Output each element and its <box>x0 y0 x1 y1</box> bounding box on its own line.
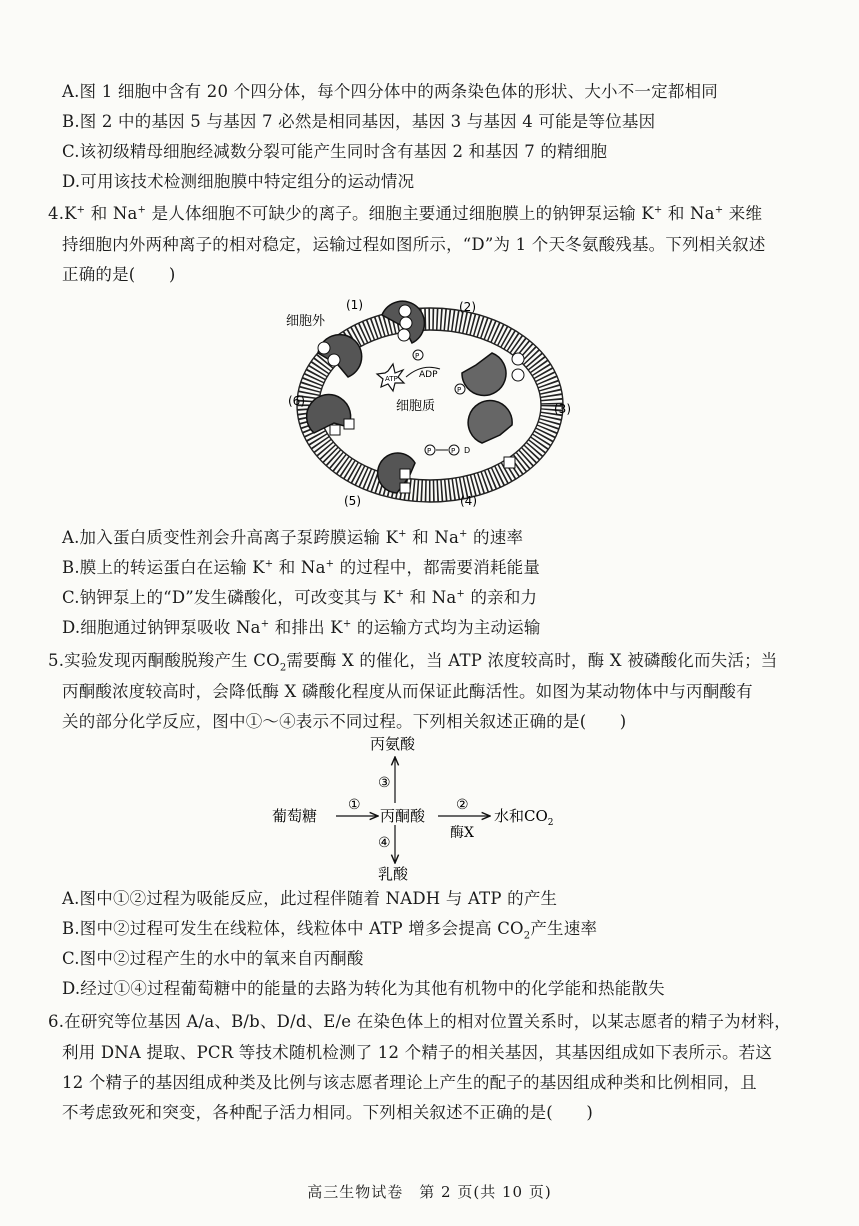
q6-stem-line2: 利用 DNA 提取、PCR 等技术随机检测了 12 个精子的相关基因，其基因组成如下表所示。若这 <box>62 1043 773 1062</box>
q3-option-b: B.图 2 中的基因 5 与基因 7 必然是相同基因，基因 3 与基因 4 可能是等位基因 <box>62 112 656 131</box>
pump-station-5 <box>307 395 354 435</box>
q3-option-a: A.图 1 细胞中含有 20 个四分体，每个四分体中的两条染色体的形状、大小不一定都相同 <box>62 82 718 101</box>
station-2-label: (2) <box>459 300 476 314</box>
q3-option-c: C.该初级精母细胞经减数分裂可能产生同时含有基因 2 和基因 7 的精细胞 <box>62 142 608 161</box>
q5-stem-line2: 丙酮酸浓度较高时，会降低酶 X 磷酸化程度从而保证此酶活性。如图为某动物体中与丙酮酸有 <box>62 682 753 701</box>
step-3-label: ③ <box>378 775 391 791</box>
q4-option-b: B.膜上的转运蛋白在运输 K+ 和 Na+ 的过程中，都需要消耗能量 <box>62 558 541 577</box>
station-1-label: (1) <box>346 298 363 312</box>
q4-stem-line2: 持细胞内外两种离子的相对稳定，运输过程如图所示，“D”为 1 个天冬氨酸残基。下列相关叙述 <box>62 235 766 254</box>
q6-stem-line1: 6.在研究等位基因 A/a、B/b、D/d、E/e 在染色体上的相对位置关系时，以某志愿者的精子为材料， <box>48 1012 791 1031</box>
alanine-label: 丙氨酸 <box>370 735 416 753</box>
svg-text:P: P <box>427 447 432 455</box>
q4-option-d: D.细胞通过钠钾泵吸收 Na+ 和排出 K+ 的运输方式均为主动运输 <box>62 618 541 637</box>
pump-station-1 <box>382 301 424 343</box>
q5-option-c: C.图中②过程产生的水中的氧来自丙酮酸 <box>62 949 364 968</box>
pyruvate-label: 丙酮酸 <box>380 807 426 825</box>
sodium-potassium-pump-diagram <box>282 293 578 513</box>
q4-option-c: C.钠钾泵上的“D”发生磷酸化，可改变其与 K+ 和 Na+ 的亲和力 <box>62 588 538 607</box>
q6-stem-line4: 不考虑致死和突变，各种配子活力相同。下列相关叙述不正确的是( ) <box>62 1103 593 1122</box>
pump-station-3 <box>468 401 515 468</box>
step-1-label: ① <box>348 797 361 813</box>
svg-text:P: P <box>415 352 420 360</box>
q5-option-d: D.经过①④过程葡萄糖中的能量的去路为转化为其他有机物中的化学能和热能散失 <box>62 979 665 998</box>
q5-stem-line1: 5.实验发现丙酮酸脱羧产生 $CO_2$需要酶 X 的催化，当 ATP 浓度较高时，酶 X 被磷酸化而失活；当 <box>48 651 778 674</box>
pyruvate-pathway-diagram <box>270 733 590 883</box>
q5-option-b: B.图中②过程可发生在线粒体，线粒体中 ATP 增多会提高 $CO_2$产生速率 <box>62 919 598 942</box>
step-2-label: ② <box>456 797 469 813</box>
step-4-label: ④ <box>378 835 391 851</box>
q5-stem-line3: 关的部分化学反应，图中①～④表示不同过程。下列相关叙述正确的是( ) <box>62 712 627 731</box>
pump-station-4 <box>378 453 415 493</box>
extracellular-label: 细胞外 <box>286 314 326 329</box>
station-3-label: (3) <box>554 402 571 416</box>
q4-option-a: A.加入蛋白质变性剂会升高离子泵跨膜运输 K+ 和 Na+ 的速率 <box>62 528 524 547</box>
svg-text:D: D <box>464 446 471 455</box>
svg-text:P: P <box>451 447 456 455</box>
q4-stem-line1: 4.K+ 和 Na+ 是人体细胞不可缺少的离子。细胞主要通过细胞膜上的钠钾泵运输 K+ 和 Na+ 来维 <box>48 204 763 223</box>
cytoplasm-label: 细胞质 <box>396 399 436 414</box>
q3-option-d: D.可用该技术检测细胞膜中特定组分的运动情况 <box>62 172 415 191</box>
products-label: 水和$CO_2$ <box>494 807 554 828</box>
lactate-label: 乳酸 <box>378 865 409 883</box>
station-4-label: (4) <box>460 494 477 508</box>
enzyme-x-label: 酶X <box>450 825 474 841</box>
q5-option-a: A.图中①②过程为吸能反应，此过程伴随着 NADH 与 ATP 的产生 <box>62 889 558 908</box>
q4-stem-line3: 正确的是( ) <box>62 265 176 284</box>
q6-stem-line3: 12 个精子的基因组成种类及比例与该志愿者理论上产生的配子的基因组成种类和比例相同，且 <box>62 1073 757 1092</box>
adp-label: ADP <box>419 370 438 380</box>
page-footer: 高三生物试卷 第 2 页(共 10 页) <box>307 1183 552 1201</box>
glucose-label: 葡萄糖 <box>272 807 318 825</box>
pump-station-2 <box>462 353 524 395</box>
svg-text:P: P <box>457 386 462 394</box>
station-5-label: (5) <box>344 494 361 508</box>
station-6-label: (6) <box>288 394 305 408</box>
svg-text:ATP: ATP <box>385 375 398 383</box>
